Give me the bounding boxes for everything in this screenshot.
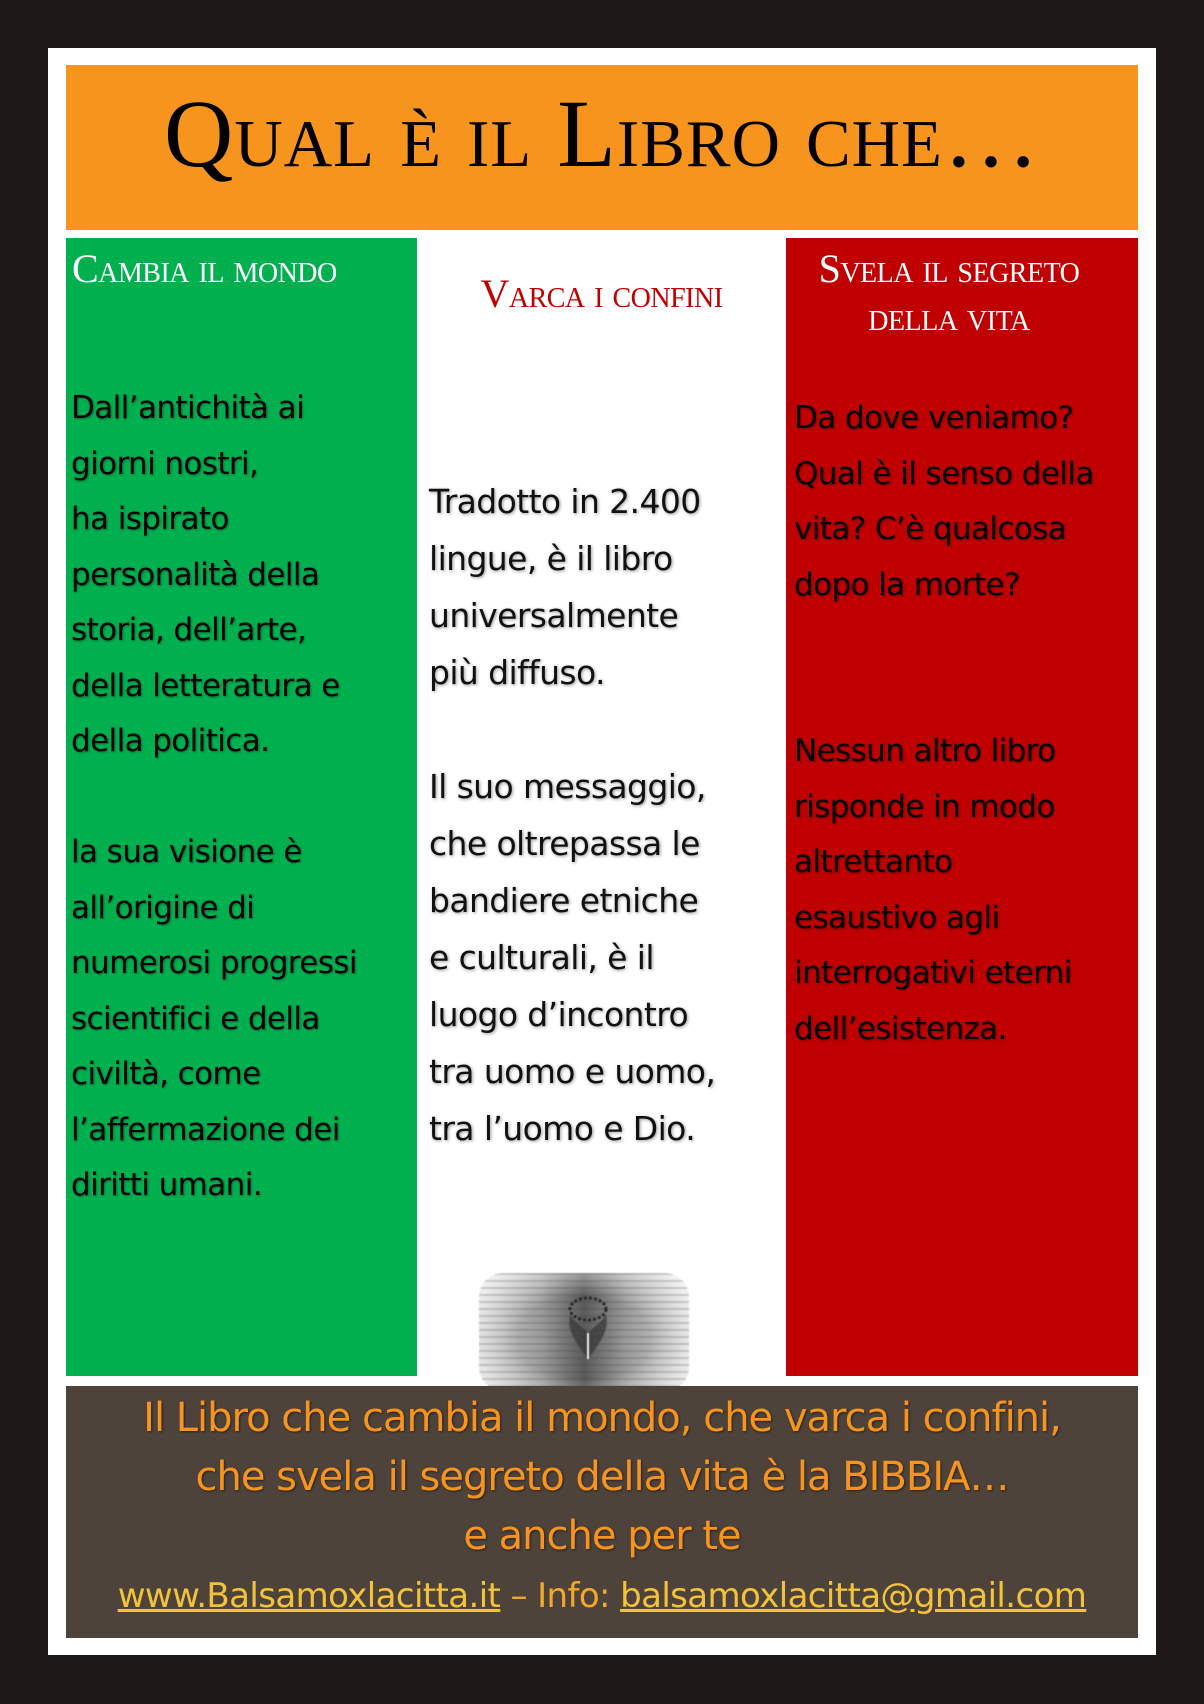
footer-line-2: che svela il segreto della vita è la BIBBIA… [195, 1454, 1009, 1500]
column-right [786, 238, 1138, 1376]
column-left-heading: Cambia il mondo [72, 246, 337, 291]
column-left [66, 238, 417, 1376]
column-middle [417, 238, 786, 1376]
column-middle-paragraph-2: Il suo messaggio, che oltrepassa le bandiere etniche e culturali, è il luogo d’incontro tra uomo e uomo, tra l’uomo e Dio. [429, 767, 716, 1148]
footer-line-3: e anche per te [463, 1513, 741, 1559]
column-left-text: Dall’antichità ai giorni nostri, ha ispirato personalità della storia, dell’arte, della letteratura e della politica. la sua visione è all’origine di numerosi progressi scientifici e della civiltà, come l’affermazione dei diritti umani. [71, 390, 357, 1203]
column-middle-paragraph-1: Tradotto in 2.400 lingue, è il libro universalmente più diffuso. [429, 482, 701, 692]
website-link[interactable]: www.Balsamoxlacitta.it [117, 1576, 501, 1616]
footer-line-1: Il Libro che cambia il mondo, che varca i confini, [143, 1395, 1061, 1441]
info-label: – Info: [500, 1576, 621, 1616]
email-link[interactable]: balsamoxlacitta@gmail.com [620, 1576, 1087, 1616]
column-right-heading: Svela il segreto della vita [818, 246, 1080, 339]
bible-heart-icon [564, 1293, 612, 1363]
footer-banner [66, 1386, 1138, 1638]
column-right-text: Da dove veniamo? Qual è il senso della vita? C’è qualcosa dopo la morte? Nessun altro libro risponde in modo altrettanto esaustivo agli interrogativi eterni dell’esistenza. [794, 400, 1094, 1047]
column-middle-heading: Varca i confini [480, 271, 723, 316]
poster [48, 48, 1156, 1655]
header-banner [66, 65, 1138, 230]
bible-heart-image [479, 1273, 689, 1391]
contact-line [66, 1574, 1138, 1618]
page-title: Qual è il Libro che… [164, 80, 1040, 187]
